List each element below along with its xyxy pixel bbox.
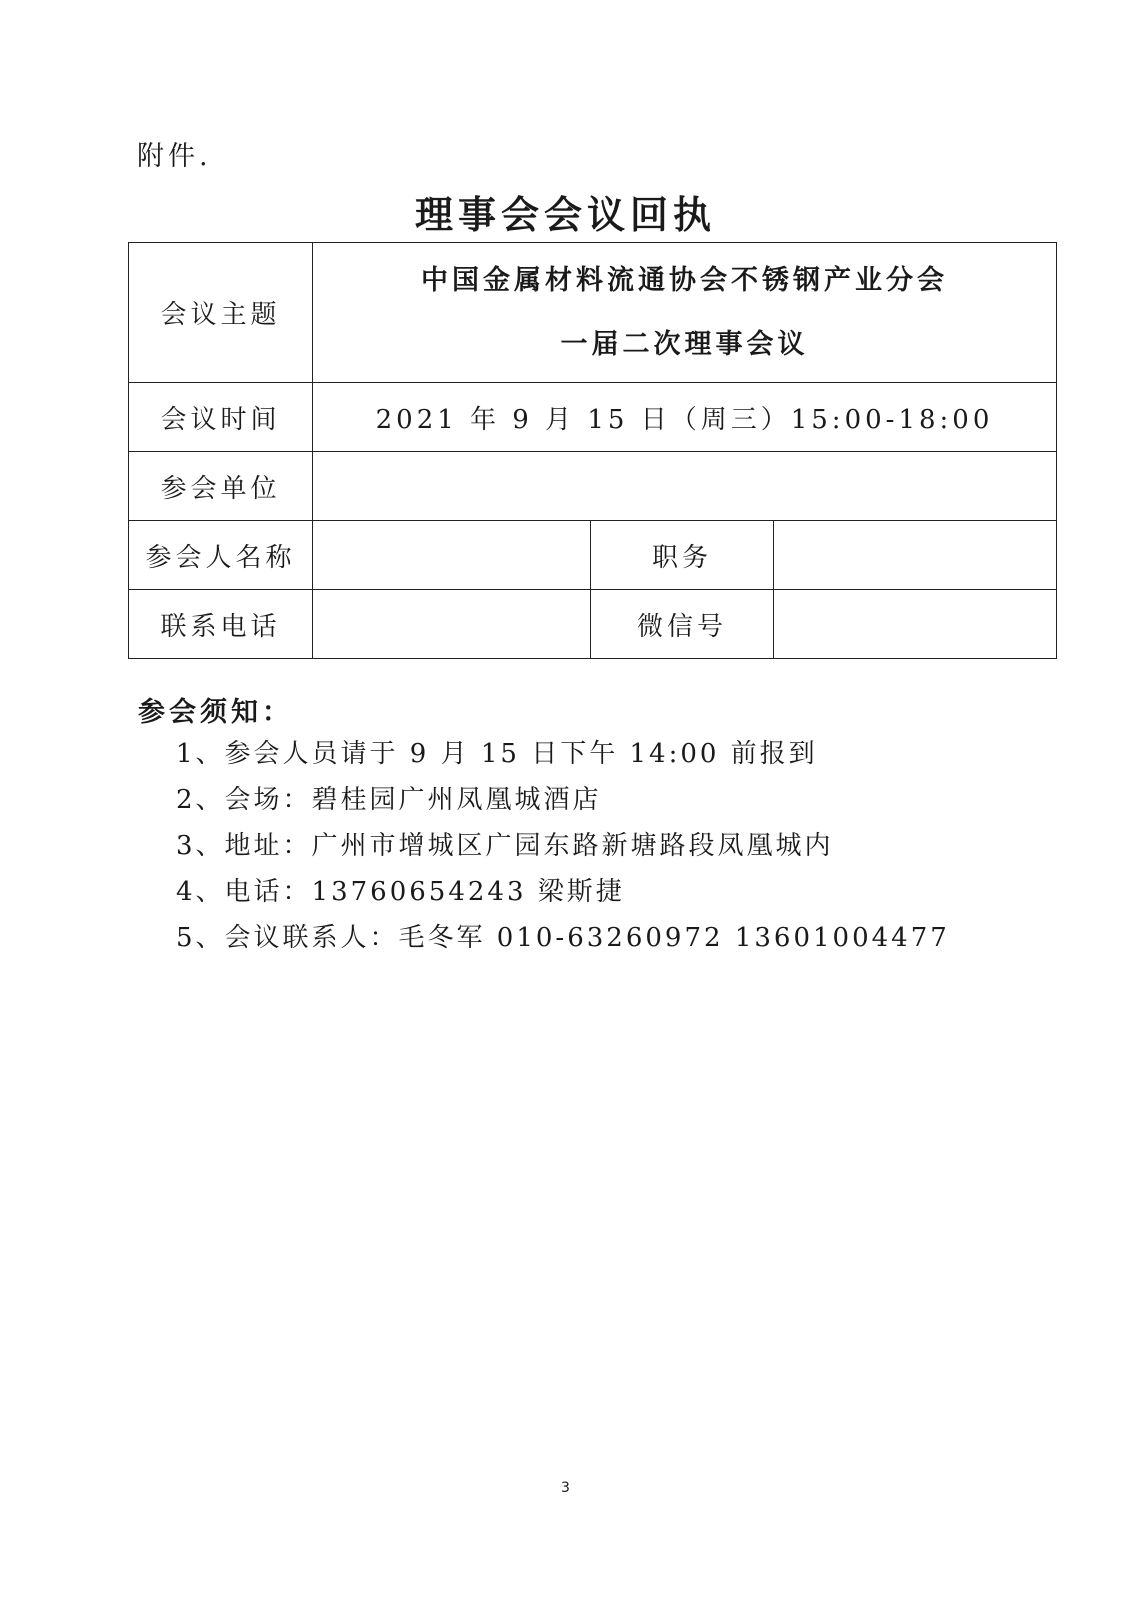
time-value: 2021 年 9 月 15 日（周三）15:00-18:00 bbox=[313, 383, 1057, 452]
notice-item: 1、参会人员请于 9 月 15 日下午 14:00 前报到 bbox=[176, 739, 818, 769]
topic-label: 会议主题 bbox=[129, 243, 313, 383]
phone-field[interactable] bbox=[313, 590, 591, 659]
time-row bbox=[129, 383, 1057, 452]
wechat-label: 微信号 bbox=[591, 590, 774, 659]
notice-item: 3、地址：广州市增城区广园东路新塘路段凤凰城内 bbox=[176, 831, 834, 861]
topic-value-cell bbox=[313, 243, 1057, 383]
notice-heading: 参会须知： bbox=[138, 697, 293, 728]
page-number: 3 bbox=[561, 1480, 570, 1496]
notice-item: 2、会场：碧桂园广州凤凰城酒店 bbox=[176, 785, 602, 815]
wechat-field[interactable] bbox=[774, 590, 1057, 659]
attendee-row bbox=[129, 521, 1057, 590]
notice-item: 5、会议联系人：毛冬军 010-63260972 13601004477 bbox=[176, 923, 950, 953]
document-title: 理事会会议回执 bbox=[414, 193, 716, 237]
attendee-label: 参会人名称 bbox=[129, 521, 313, 590]
position-label: 职务 bbox=[591, 521, 774, 590]
phone-label: 联系电话 bbox=[129, 590, 313, 659]
time-label: 会议时间 bbox=[129, 383, 313, 452]
topic-row bbox=[129, 243, 1057, 383]
unit-label: 参会单位 bbox=[129, 452, 313, 521]
attendee-field[interactable] bbox=[313, 521, 591, 590]
unit-field[interactable] bbox=[313, 452, 1057, 521]
position-field[interactable] bbox=[774, 521, 1057, 590]
attachment-label: 附件. bbox=[137, 141, 212, 172]
notice-list bbox=[176, 734, 950, 964]
meeting-receipt-table bbox=[128, 242, 1057, 659]
topic-line-1: 中国金属材料流通协会不锈钢产业分会 bbox=[421, 264, 948, 296]
notice-item: 4、电话：13760654243 梁斯捷 bbox=[176, 877, 625, 907]
unit-row bbox=[129, 452, 1057, 521]
contact-row bbox=[129, 590, 1057, 659]
topic-line-2: 一届二次理事会议 bbox=[560, 328, 809, 360]
